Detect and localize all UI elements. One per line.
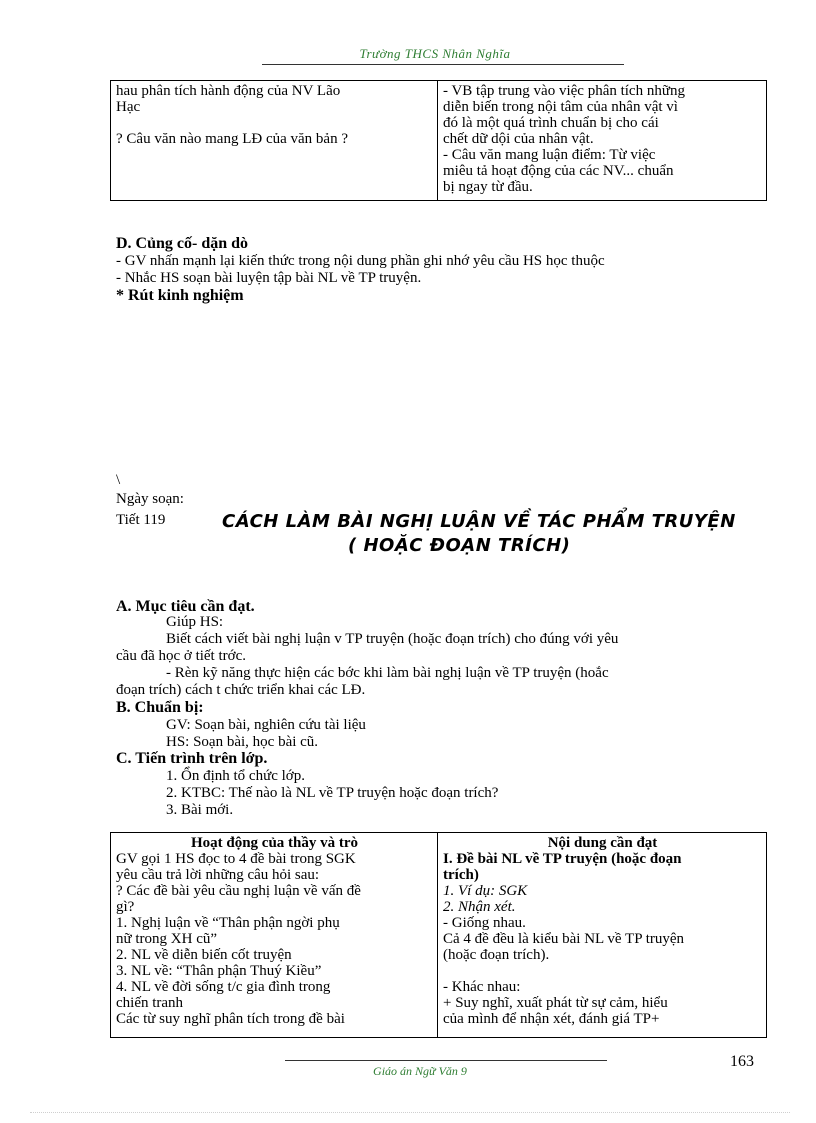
ngay-soan-label: Ngày soạn:	[116, 491, 184, 507]
text-line: diễn biến trong nội tâm của nhân vật vì	[443, 99, 678, 115]
page-number: 163	[730, 1053, 754, 1070]
page-bottom-dotted-line	[30, 1112, 790, 1113]
column-header-left: Hoạt động của thầy và trò	[190, 835, 359, 851]
main-table-left-cell	[111, 833, 438, 1038]
giup-hs-text: Giúp HS:	[166, 614, 224, 630]
step-text: 2. KTBC: Thế nào là NL về TP truyện hoặc đoạn trích?	[166, 785, 499, 801]
lesson-title: CÁCH LÀM BÀI NGHỊ LUẬN VỀ TÁC PHẨM TRUYỆN	[222, 511, 736, 532]
text-line: - Câu văn mang luận điểm: Từ việc	[443, 147, 656, 163]
text-line: 4. NL về đời sống t/c gia đình trong	[116, 979, 331, 995]
text-line: 2. NL về diễn biến cốt truyện	[116, 947, 292, 963]
top-table	[110, 80, 767, 201]
text-line: Cả 4 đề đều là kiểu bài NL về TP truyện	[443, 931, 685, 947]
paragraph-line: - Rèn kỹ năng thực hiện các bớc khi làm bài nghị luận về TP truyện (hoắc	[166, 665, 609, 681]
section-a-heading: A. Mục tiêu cần đạt.	[116, 598, 255, 615]
footer-doc-title: Giáo án Ngữ Văn 9	[373, 1064, 467, 1078]
text-line: ? Các đề bài yêu cầu nghị luận về vấn đề	[116, 883, 361, 899]
paragraph-line: cầu đã học ở tiết trớc.	[116, 648, 246, 664]
main-table	[110, 832, 767, 1038]
gv-prep-text: GV: Soạn bài, nghiên cứu tài liệu	[166, 717, 366, 733]
section-d-item: - Nhắc HS soạn bài luyện tập bài NL về TP truyện.	[116, 270, 422, 286]
text-line: gì?	[116, 899, 135, 915]
text-line: miêu tả hoạt động của các NV... chuẩn	[443, 163, 674, 179]
text-line: - VB tập trung vào việc phân tích những	[443, 83, 685, 99]
header-rule	[262, 64, 624, 65]
section-d-heading: D. Củng cố- dặn dò	[116, 235, 249, 252]
text-line: bị ngay từ đầu.	[443, 179, 533, 195]
tiet-label: Tiết 119	[116, 512, 166, 528]
text-line: 3. NL về: “Thân phận Thuý Kiều”	[116, 963, 322, 979]
paragraph-line: đoạn trích) cách t chức triển khai các LĐ.	[116, 682, 366, 698]
text-line: - Giống nhau.	[443, 915, 526, 931]
text-line: 2. Nhận xét.	[443, 899, 516, 915]
text-line: trích)	[443, 867, 479, 883]
section-b-heading: B. Chuẩn bị:	[116, 699, 204, 716]
text-line: nữ trong XH cũ”	[116, 931, 218, 947]
text-line: - Khác nhau:	[443, 979, 521, 995]
lesson-title-subtitle: ( HOẶC ĐOẠN TRÍCH)	[348, 535, 571, 556]
text-line: Các từ suy nghĩ phân tích trong đề bài	[116, 1011, 345, 1027]
step-text: 3. Bài mới.	[166, 802, 234, 818]
section-c-heading: C. Tiến trình trên lớp.	[116, 750, 268, 767]
text-line: + Suy nghĩ, xuất phát từ sự cảm, hiểu	[443, 995, 668, 1011]
text-line: Hạc	[116, 99, 141, 115]
text-line: 1. Nghị luận về “Thân phận ngời phụ	[116, 915, 340, 931]
text-line: (hoặc đoạn trích).	[443, 947, 550, 963]
question-text: ? Câu văn nào mang LĐ của văn bản ?	[116, 131, 348, 147]
text-line: của mình để nhận xét, đánh giá TP+	[443, 1011, 660, 1027]
section-d-item: - GV nhấn mạnh lại kiến thức trong nội dung phần ghi nhớ yêu cầu HS học thuộc	[116, 253, 605, 269]
text-line: hau phân tích hành động của NV Lão	[116, 83, 341, 99]
footer-rule	[285, 1060, 607, 1061]
text-line: chiến tranh	[116, 995, 184, 1011]
rut-kinh-nghiem-heading: * Rút kinh nghiệm	[116, 287, 244, 304]
main-table-right-cell	[438, 833, 767, 1038]
text-line: chết dữ dội của nhân vật.	[443, 131, 594, 147]
text-line: yêu cầu trả lời những câu hỏi sau:	[116, 867, 320, 883]
top-table-right-cell	[438, 81, 767, 201]
text-line: GV gọi 1 HS đọc to 4 đề bài trong SGK	[116, 851, 356, 867]
text-line: đó là một quá trình chuẩn bị cho cái	[443, 115, 659, 131]
header-school-name: Trường THCS Nhân Nghĩa	[359, 46, 511, 61]
text-line: 1. Ví dụ: SGK	[443, 883, 528, 899]
paragraph-line: Biết cách viết bài nghị luận v TP truyện (hoặc đoạn trích) cho đúng với yêu	[166, 631, 619, 647]
backslash-mark: \	[116, 472, 121, 488]
text-line: I. Đề bài NL về TP truyện (hoặc đoạn	[443, 851, 682, 867]
table-row	[111, 833, 767, 1038]
column-header-right: Nội dung cần đạt	[547, 835, 658, 851]
top-table-left-cell	[111, 81, 438, 201]
top-table-row	[111, 81, 767, 201]
step-text: 1. Ổn định tổ chức lớp.	[166, 768, 305, 784]
hs-prep-text: HS: Soạn bài, học bài cũ.	[166, 734, 319, 750]
